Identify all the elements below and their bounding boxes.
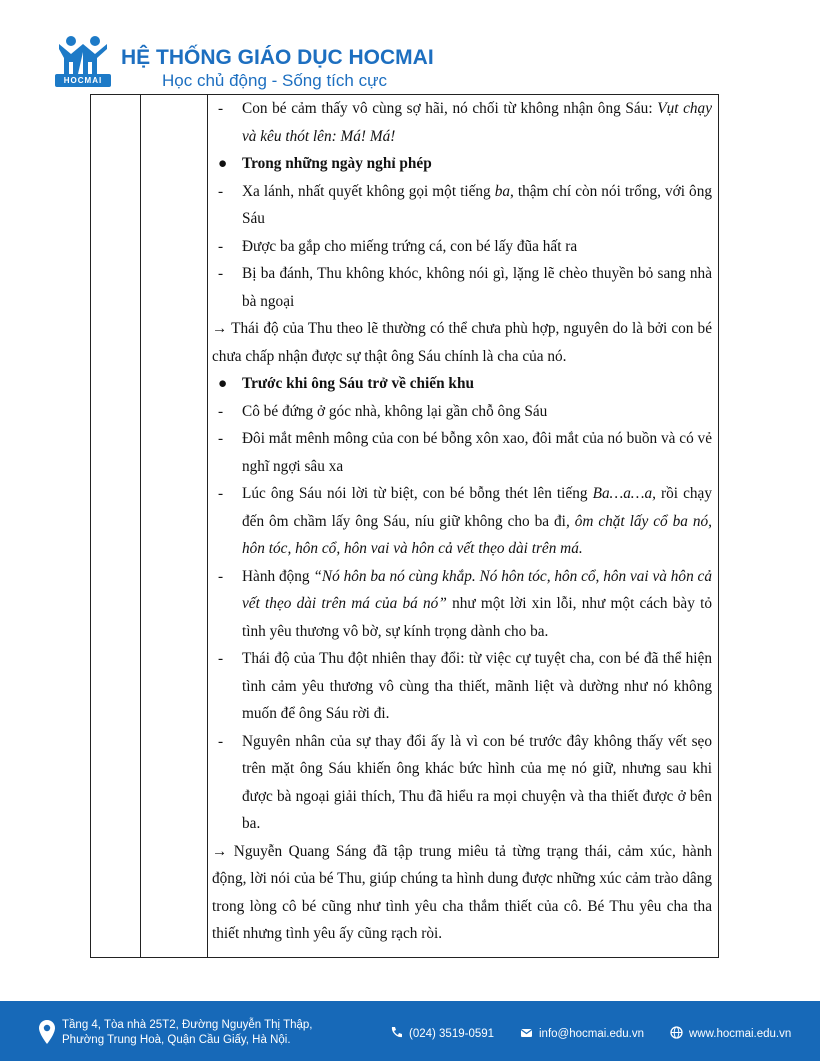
people-logo-icon bbox=[55, 34, 111, 76]
section-heading: ● Trước khi ông Sáu trở về chiến khu bbox=[212, 370, 712, 398]
list-item: - Thái độ của Thu đột nhiên thay đổi: từ việc cự tuyệt cha, con bé đã thể hiện tình cảm yêu thương vô cùng tha thiết, mãnh liệt và dường như nó không muốn để ông Sáu rời đi. bbox=[212, 645, 712, 728]
dash-marker: - bbox=[218, 650, 224, 667]
list-item: - Lúc ông Sáu nói lời từ biệt, con bé bỗng thét lên tiếng Ba…a…a, rồi chạy đến ôm chầm lấy ông Sáu, níu giữ không cho ba đi, ôm chặt lấy cổ ba nó, hôn tóc, hôn cổ, hôn vai và hôn cả vết thẹo dài trên má. bbox=[212, 480, 712, 563]
content-cell bbox=[212, 95, 712, 948]
list-item: - Bị ba đánh, Thu không khóc, không nói gì, lặng lẽ chèo thuyền bỏ sang nhà bà ngoại bbox=[212, 260, 712, 315]
dash-marker: - bbox=[218, 265, 224, 282]
bullet-marker: ● bbox=[218, 155, 228, 172]
footer-address: Tầng 4, Tòa nhà 25T2, Đường Nguyễn Thị Thập, Phường Trung Hoà, Quận Cầu Giấy, Hà Nội. bbox=[62, 1019, 313, 1046]
dash-marker: - bbox=[218, 237, 224, 255]
table-column-divider bbox=[207, 95, 208, 957]
logo-label: HOCMAI bbox=[55, 74, 111, 87]
table-column-divider bbox=[140, 95, 141, 957]
email-icon bbox=[520, 1026, 533, 1039]
dash-marker: - bbox=[218, 485, 224, 502]
page-header bbox=[55, 34, 475, 94]
dash-marker: - bbox=[218, 732, 224, 750]
footer-phone[interactable]: (024) 3519-0591 bbox=[390, 1026, 494, 1040]
hocmai-logo bbox=[55, 34, 111, 88]
phone-icon bbox=[390, 1026, 403, 1039]
dash-marker: - bbox=[218, 567, 224, 585]
dash-marker: - bbox=[218, 182, 224, 200]
list-item: - Cô bé đứng ở góc nhà, không lại gần chỗ ông Sáu bbox=[212, 398, 712, 426]
list-item: - Nguyên nhân của sự thay đổi ấy là vì con bé trước đây không thấy vết sẹo trên mặt ông Sáu khiến ông khác bức hình của mẹ nó giữ, nhưng sau khi được bà ngoại giải thích, Thu đã hiểu ra mọi chuyện và tha thiết được ở bên ba. bbox=[212, 728, 712, 838]
dash-marker: - bbox=[218, 402, 224, 420]
page-footer bbox=[0, 1001, 820, 1061]
globe-icon bbox=[670, 1026, 683, 1039]
bullet-marker: ● bbox=[218, 375, 228, 392]
footer-website[interactable]: www.hocmai.edu.vn bbox=[670, 1026, 791, 1040]
list-item: - Con bé cảm thấy vô cùng sợ hãi, nó chối từ không nhận ông Sáu: Vụt chạy và kêu thót lên: Má! Má! bbox=[212, 95, 712, 150]
brand-title: HỆ THỐNG GIÁO DỤC HOCMAI bbox=[121, 46, 434, 69]
conclusion-paragraph: → Thái độ của Thu theo lẽ thường có thể chưa phù hợp, nguyên do là bởi con bé chưa chấp nhận được sự thật ông Sáu chính là cha của nó. bbox=[212, 320, 712, 365]
section-heading: ● Trong những ngày nghỉ phép bbox=[212, 150, 712, 178]
dash-marker: - bbox=[218, 430, 224, 447]
dash-marker: - bbox=[218, 100, 224, 117]
list-item: - Đôi mắt mênh mông của con bé bỗng xôn xao, đôi mắt của nó buồn và có vẻ nghĩ ngợi sâu xa bbox=[212, 425, 712, 480]
brand-tagline: Học chủ động - Sống tích cực bbox=[162, 71, 387, 90]
list-item: - Xa lánh, nhất quyết không gọi một tiếng ba, thậm chí còn nói trổng, với ông Sáu bbox=[212, 178, 712, 233]
list-item: - Hành động “Nó hôn ba nó cùng khắp. Nó hôn tóc, hôn cổ, hôn vai và hôn cả vết thẹo dài trên má của bá nó” như một lời xin lỗi, như một cách bày tỏ tình yêu thương vô bờ, sự kính trọng dành cho ba. bbox=[212, 563, 712, 646]
list-item: - Được ba gắp cho miếng trứng cá, con bé lấy đũa hất ra bbox=[212, 233, 712, 261]
conclusion-paragraph: → Nguyễn Quang Sáng đã tập trung miêu tả từng trạng thái, cảm xúc, hành động, lời nói của bé Thu, giúp chúng ta hình dung được những xúc cảm trào dâng trong lòng cô bé cũng như tình yêu cha thắm thiết của cô. Bé Thu yêu cha tha thiết nhưng tình yêu ấy cũng rạch ròi. bbox=[212, 842, 712, 942]
footer-email[interactable]: info@hocmai.edu.vn bbox=[520, 1026, 644, 1040]
location-pin-icon bbox=[38, 1019, 56, 1045]
